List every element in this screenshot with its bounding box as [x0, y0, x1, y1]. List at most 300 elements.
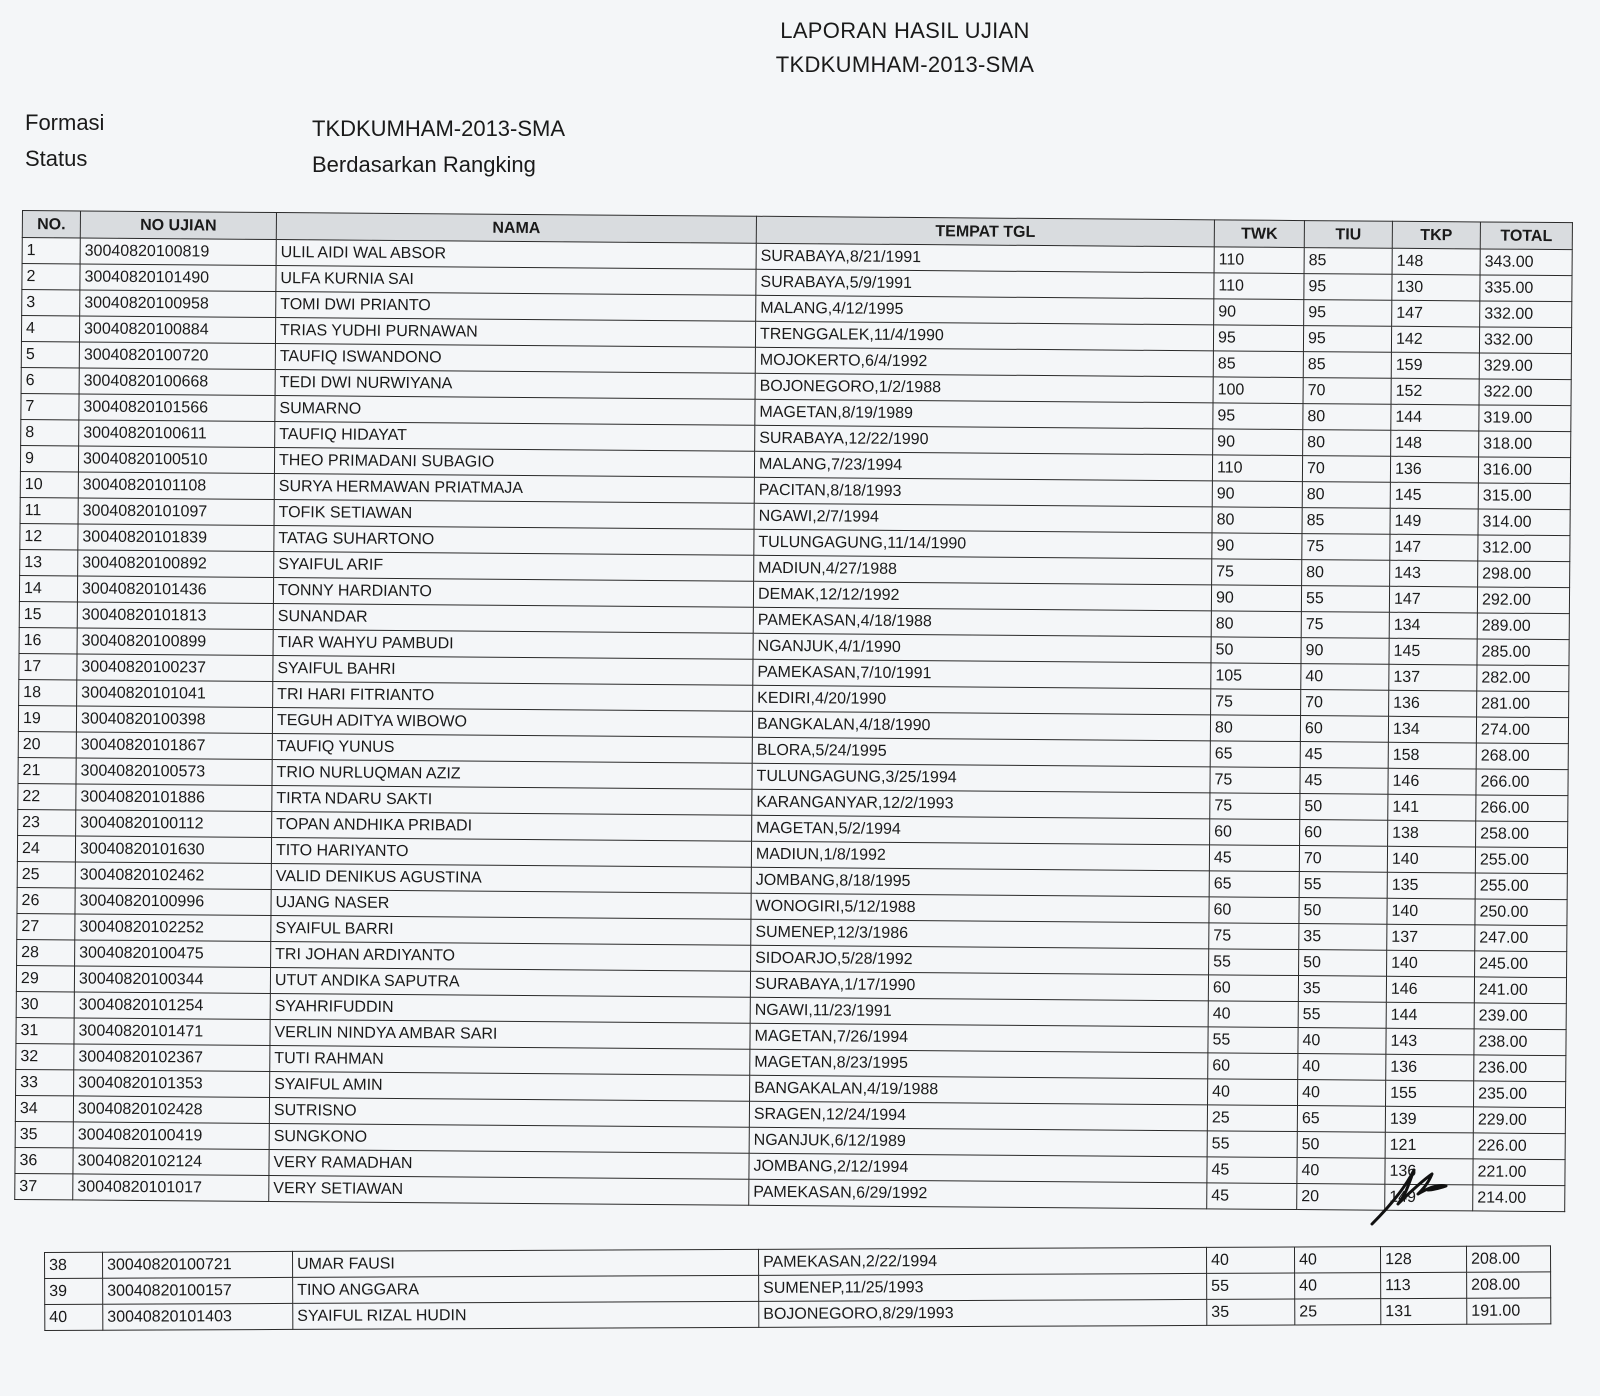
cell-tiu: 55: [1301, 586, 1389, 613]
cell-no: 20: [18, 731, 76, 757]
cell-no-ujian: 30040820102462: [75, 862, 271, 890]
cell-nama: TRIAS YUDHI PURNAWAN: [275, 317, 755, 347]
cell-nama: TINO ANGGARA: [293, 1275, 759, 1303]
cell-no-ujian: 30040820102428: [73, 1096, 269, 1124]
cell-tiu: 70: [1303, 378, 1391, 405]
cell-total: 214.00: [1473, 1185, 1565, 1212]
results-table: [14, 210, 1573, 1212]
cell-no-ujian: 30040820100819: [80, 238, 276, 266]
cell-no-ujian: 30040820100899: [77, 628, 273, 656]
cell-nama: SYAIFUL AMIN: [270, 1071, 750, 1101]
cell-tiu: 40: [1298, 1028, 1386, 1055]
cell-twk: 80: [1212, 507, 1302, 534]
cell-tkp: 142: [1391, 326, 1479, 353]
cell-tiu: 40: [1301, 664, 1389, 691]
cell-total: 312.00: [1478, 535, 1570, 562]
cell-nama: SYAHRIFUDDIN: [270, 993, 750, 1023]
cell-tiu: 70: [1302, 456, 1390, 483]
cell-twk: 40: [1208, 1079, 1298, 1106]
cell-nama: SURYA HERMAWAN PRIATMAJA: [274, 473, 754, 503]
cell-tempat-tgl: PACITAN,8/18/1993: [754, 477, 1212, 507]
cell-no: 7: [21, 393, 79, 419]
cell-twk: 60: [1210, 819, 1300, 846]
cell-twk: 100: [1213, 377, 1303, 404]
cell-nama: TOMI DWI PRIANTO: [276, 291, 756, 321]
cell-tkp: 140: [1387, 898, 1475, 925]
cell-twk: 90: [1211, 585, 1301, 612]
cell-nama: TUTI RAHMAN: [270, 1045, 750, 1075]
cell-no: 38: [45, 1252, 103, 1278]
cell-total: 255.00: [1475, 873, 1567, 900]
cell-twk: 55: [1207, 1131, 1297, 1158]
cell-tiu: 70: [1301, 690, 1389, 717]
cell-tiu: 35: [1298, 976, 1386, 1003]
cell-tkp: 121: [1385, 1132, 1473, 1159]
cell-tempat-tgl: SURABAYA,5/9/1991: [756, 269, 1214, 299]
cell-no-ujian: 30040820102252: [75, 914, 271, 942]
cell-total: 316.00: [1478, 457, 1570, 484]
cell-tkp: 158: [1388, 742, 1476, 769]
cell-no-ujian: 30040820101017: [73, 1174, 269, 1202]
cell-no: 13: [20, 549, 78, 575]
cell-no-ujian: 30040820101867: [76, 732, 272, 760]
cell-no: 40: [45, 1304, 103, 1330]
cell-no-ujian: 30040820100237: [77, 654, 273, 682]
cell-twk: 85: [1213, 351, 1303, 378]
cell-total: 318.00: [1479, 431, 1571, 458]
cell-tempat-tgl: NGANJUK,4/1/1990: [753, 633, 1211, 663]
cell-tempat-tgl: MAGETAN,8/19/1989: [755, 399, 1213, 429]
cell-tiu: 75: [1301, 612, 1389, 639]
cell-total: 266.00: [1476, 795, 1568, 822]
cell-total: 238.00: [1474, 1029, 1566, 1056]
cell-no-ujian: 30040820100398: [76, 706, 272, 734]
cell-tkp: 155: [1386, 1080, 1474, 1107]
cell-no: 14: [19, 575, 77, 601]
cell-no-ujian: 30040820101471: [74, 1018, 270, 1046]
cell-twk: 25: [1207, 1105, 1297, 1132]
cell-twk: 60: [1209, 897, 1299, 924]
cell-tkp: 136: [1386, 1054, 1474, 1081]
cell-nama: SUTRISNO: [269, 1097, 749, 1127]
cell-total: 335.00: [1480, 275, 1572, 302]
cell-tiu: 50: [1300, 794, 1388, 821]
cell-nama: VERY SETIAWAN: [269, 1175, 749, 1205]
cell-tiu: 95: [1303, 326, 1391, 353]
cell-no: 9: [20, 445, 78, 471]
cell-no-ujian: 30040820102367: [74, 1044, 270, 1072]
cell-tkp: 137: [1389, 664, 1477, 691]
table-body: [15, 238, 1573, 1212]
cell-total: 250.00: [1475, 899, 1567, 926]
cell-twk: 95: [1213, 403, 1303, 430]
cell-tempat-tgl: MALANG,7/23/1994: [754, 451, 1212, 481]
cell-no: 31: [16, 1017, 74, 1043]
cell-nama: SUNGKONO: [269, 1123, 749, 1153]
cell-nama: SYAIFUL ARIF: [274, 551, 754, 581]
cell-total: 208.00: [1467, 1272, 1551, 1298]
cell-tiu: 35: [1299, 924, 1387, 951]
cell-tempat-tgl: DEMAK,12/12/1992: [753, 581, 1211, 611]
cell-total: 245.00: [1475, 951, 1567, 978]
cell-tempat-tgl: BANGAKALAN,4/19/1988: [750, 1075, 1208, 1105]
cell-nama: SUNANDAR: [273, 603, 753, 633]
cell-tiu: 60: [1300, 820, 1388, 847]
report-title: LAPORAN HASIL UJIAN: [780, 18, 1030, 43]
cell-no-ujian: 30040820101403: [103, 1303, 293, 1330]
cell-no-ujian: 30040820101254: [74, 992, 270, 1020]
cell-no: 21: [18, 757, 76, 783]
cell-tkp: 113: [1381, 1272, 1467, 1298]
cell-tiu: 80: [1302, 560, 1390, 587]
cell-nama: VALID DENIKUS AGUSTINA: [271, 863, 751, 893]
cell-nama: TIRTA NDARU SAKTI: [272, 785, 752, 815]
cell-no-ujian: 30040820101839: [78, 524, 274, 552]
cell-no: 28: [17, 939, 75, 965]
cell-tempat-tgl: NGAWI,11/23/1991: [750, 997, 1208, 1027]
cell-tiu: 40: [1297, 1158, 1385, 1185]
cell-tempat-tgl: SURABAYA,12/22/1990: [755, 425, 1213, 455]
cell-twk: 55: [1209, 949, 1299, 976]
cell-no-ujian: 30040820100720: [79, 342, 275, 370]
cell-no-ujian: 30040820101353: [74, 1070, 270, 1098]
cell-nama: ULFA KURNIA SAI: [276, 265, 756, 295]
cell-nama: TATAG SUHARTONO: [274, 525, 754, 555]
cell-no: 16: [19, 627, 77, 653]
cell-nama: TAUFIQ ISWANDONO: [275, 343, 755, 373]
cell-tempat-tgl: KARANGANYAR,12/2/1993: [752, 789, 1210, 819]
cell-nama: TAUFIQ YUNUS: [272, 733, 752, 763]
cell-tkp: 144: [1386, 1002, 1474, 1029]
cell-no: 4: [21, 316, 79, 342]
cell-tempat-tgl: TRENGGALEK,11/4/1990: [755, 321, 1213, 351]
cell-tempat-tgl: SIDOARJO,5/28/1992: [751, 945, 1209, 975]
cell-no: 29: [16, 965, 74, 991]
cell-tkp: 145: [1390, 482, 1478, 509]
cell-tempat-tgl: MOJOKERTO,6/4/1992: [755, 347, 1213, 377]
cell-twk: 90: [1212, 481, 1302, 508]
cell-tempat-tgl: SURABAYA,8/21/1991: [756, 243, 1214, 273]
cell-tempat-tgl: NGANJUK,6/12/1989: [749, 1127, 1207, 1157]
cell-total: 319.00: [1479, 405, 1571, 432]
cell-no: 5: [21, 341, 79, 367]
cell-tempat-tgl: SRAGEN,12/24/1994: [749, 1101, 1207, 1131]
report-subtitle: TKDKUMHAM-2013-SMA: [775, 52, 1035, 77]
cell-no: 27: [17, 913, 75, 939]
cell-no-ujian: 30040820100958: [80, 290, 276, 318]
cell-no-ujian: 30040820101490: [80, 264, 276, 292]
cell-tkp: 137: [1387, 924, 1475, 951]
cell-no-ujian: 30040820100419: [73, 1122, 269, 1150]
cell-total: 255.00: [1475, 847, 1567, 874]
cell-nama: VERY RAMADHAN: [269, 1149, 749, 1179]
cell-nama: SYAIFUL BAHRI: [273, 655, 753, 685]
cell-twk: 45: [1209, 845, 1299, 872]
cell-no-ujian: 30040820101108: [78, 472, 274, 500]
cell-nama: TIAR WAHYU PAMBUDI: [273, 629, 753, 659]
header-nama: NAMA: [276, 212, 756, 243]
cell-tkp: 145: [1389, 638, 1477, 665]
cell-tempat-tgl: KEDIRI,4/20/1990: [753, 685, 1211, 715]
cell-tiu: 95: [1304, 300, 1392, 327]
cell-no: 25: [17, 861, 75, 887]
cell-tiu: 40: [1298, 1054, 1386, 1081]
cell-total: 332.00: [1480, 301, 1572, 328]
cell-twk: 90: [1214, 299, 1304, 326]
cell-tkp: 140: [1387, 846, 1475, 873]
cell-tkp: 147: [1392, 300, 1480, 327]
cell-tempat-tgl: PAMEKASAN,2/22/1994: [758, 1247, 1206, 1275]
cell-nama: TRI HARI FITRIANTO: [273, 681, 753, 711]
cell-twk: 80: [1210, 715, 1300, 742]
cell-twk: 90: [1213, 429, 1303, 456]
cell-no: 18: [19, 679, 77, 705]
cell-tiu: 55: [1299, 872, 1387, 899]
cell-no-ujian: 30040820100475: [75, 940, 271, 968]
cell-tkp: 134: [1388, 716, 1476, 743]
cell-tiu: 85: [1303, 352, 1391, 379]
cell-nama: THEO PRIMADANI SUBAGIO: [274, 447, 754, 477]
cell-twk: 110: [1214, 273, 1304, 300]
cell-no-ujian: 30040820100668: [79, 368, 275, 396]
cell-twk: 40: [1206, 1247, 1294, 1273]
cell-tiu: 50: [1299, 950, 1387, 977]
cell-total: 332.00: [1479, 327, 1571, 354]
cell-twk: 95: [1213, 325, 1303, 352]
cell-total: 268.00: [1476, 743, 1568, 770]
cell-tempat-tgl: PAMEKASAN,6/29/1992: [749, 1179, 1207, 1209]
formasi-value: TKDKUMHAM-2013-SMA: [312, 116, 566, 141]
results-table-continued: [44, 1245, 1551, 1331]
cell-tempat-tgl: JOMBANG,2/12/1994: [749, 1153, 1207, 1183]
cell-total: 322.00: [1479, 379, 1571, 406]
cell-twk: 45: [1207, 1157, 1297, 1184]
cell-tiu: 85: [1302, 508, 1390, 535]
cell-no: 23: [18, 809, 76, 835]
cell-total: 298.00: [1478, 561, 1570, 588]
cell-tkp: 141: [1388, 794, 1476, 821]
cell-nama: VERLIN NINDYA AMBAR SARI: [270, 1019, 750, 1049]
header-no-ujian: NO UJIAN: [80, 211, 276, 240]
status-value: Berdasarkan Rangking: [312, 152, 536, 177]
cell-no: 35: [15, 1121, 73, 1147]
cell-no: 17: [19, 653, 77, 679]
cell-no: 36: [15, 1147, 73, 1173]
cell-tkp: 131: [1381, 1298, 1467, 1324]
cell-tiu: 20: [1297, 1184, 1385, 1211]
cell-tiu: 80: [1303, 404, 1391, 431]
cell-tempat-tgl: MALANG,4/12/1995: [756, 295, 1214, 325]
cell-no-ujian: 30040820101813: [77, 602, 273, 630]
cell-tempat-tgl: TULUNGAGUNG,11/14/1990: [754, 529, 1212, 559]
cell-tempat-tgl: BANGKALAN,4/18/1990: [752, 711, 1210, 741]
cell-no: 32: [16, 1043, 74, 1069]
cell-tiu: 60: [1300, 716, 1388, 743]
cell-no-ujian: 30040820101630: [75, 836, 271, 864]
cell-twk: 45: [1207, 1183, 1297, 1210]
cell-nama: UJANG NASER: [271, 889, 751, 919]
cell-total: 258.00: [1476, 821, 1568, 848]
cell-tiu: 55: [1298, 1002, 1386, 1029]
cell-no: 26: [17, 887, 75, 913]
cell-tiu: 40: [1298, 1080, 1386, 1107]
cell-tempat-tgl: MADIUN,4/27/1988: [754, 555, 1212, 585]
cell-no: 1: [22, 238, 80, 264]
cell-no: 30: [16, 991, 74, 1017]
cell-no-ujian: 30040820101886: [76, 784, 272, 812]
cell-tkp: 144: [1391, 404, 1479, 431]
cell-no: 39: [45, 1278, 103, 1304]
cell-twk: 55: [1207, 1273, 1295, 1299]
cell-twk: 50: [1211, 637, 1301, 664]
cell-tempat-tgl: PAMEKASAN,4/18/1988: [753, 607, 1211, 637]
cell-tiu: 50: [1297, 1132, 1385, 1159]
cell-no: 10: [20, 471, 78, 497]
cell-tiu: 70: [1299, 846, 1387, 873]
cell-nama: TOFIK SETIAWAN: [274, 499, 754, 529]
cell-tiu: 25: [1295, 1299, 1381, 1325]
cell-total: 315.00: [1478, 483, 1570, 510]
cell-tempat-tgl: SUMENEP,11/25/1993: [759, 1273, 1207, 1301]
cell-no: 6: [21, 367, 79, 393]
cell-tkp: 146: [1386, 976, 1474, 1003]
cell-tkp: 138: [1388, 820, 1476, 847]
cell-tkp: 136: [1389, 690, 1477, 717]
cell-total: 329.00: [1479, 353, 1571, 380]
cell-twk: 60: [1208, 975, 1298, 1002]
formasi-label: Formasi: [25, 110, 105, 135]
cell-twk: 110: [1214, 247, 1304, 274]
cell-tkp: 136: [1385, 1158, 1473, 1185]
cell-tkp: 152: [1391, 378, 1479, 405]
cell-twk: 35: [1207, 1299, 1295, 1325]
cell-total: 266.00: [1476, 769, 1568, 796]
cell-twk: 90: [1212, 533, 1302, 560]
cell-no-ujian: 30040820100721: [103, 1251, 293, 1278]
cell-tkp: 147: [1390, 534, 1478, 561]
cell-total: 343.00: [1480, 249, 1572, 276]
cell-tempat-tgl: SURABAYA,1/17/1990: [750, 971, 1208, 1001]
cell-no: 15: [19, 601, 77, 627]
cell-no: 34: [15, 1095, 73, 1121]
cell-no: 19: [18, 705, 76, 731]
cell-no: 12: [20, 523, 78, 549]
cell-total: 281.00: [1477, 691, 1569, 718]
cell-tkp: 143: [1386, 1028, 1474, 1055]
cell-twk: 80: [1211, 611, 1301, 638]
cell-twk: 55: [1208, 1027, 1298, 1054]
cell-twk: 105: [1211, 663, 1301, 690]
cell-twk: 75: [1209, 923, 1299, 950]
cell-total: 208.00: [1466, 1246, 1550, 1272]
header-twk: TWK: [1214, 220, 1304, 248]
cell-tkp: 146: [1388, 768, 1476, 795]
cell-no-ujian: 30040820100611: [79, 420, 275, 448]
cell-tkp: 139: [1385, 1106, 1473, 1133]
cell-total: 239.00: [1474, 1003, 1566, 1030]
cell-twk: 75: [1211, 689, 1301, 716]
cell-tkp: 148: [1392, 248, 1480, 275]
cell-nama: TEDI DWI NURWIYANA: [275, 369, 755, 399]
cell-nama: SUMARNO: [275, 395, 755, 425]
cell-no-ujian: 30040820101041: [77, 680, 273, 708]
cell-no-ujian: 30040820102124: [73, 1148, 269, 1176]
cell-tempat-tgl: WONOGIRI,5/12/1988: [751, 893, 1209, 923]
cell-nama: TOPAN ANDHIKA PRIBADI: [272, 811, 752, 841]
header-total: TOTAL: [1480, 222, 1572, 250]
cell-no: 33: [16, 1069, 74, 1095]
cell-tiu: 45: [1300, 768, 1388, 795]
cell-no: 2: [22, 264, 80, 290]
cell-no-ujian: 30040820100996: [75, 888, 271, 916]
cell-no: 8: [21, 419, 79, 445]
cell-twk: 40: [1208, 1001, 1298, 1028]
header-tempat-tgl: TEMPAT TGL: [756, 216, 1214, 247]
cell-total: 282.00: [1477, 665, 1569, 692]
cell-total: 247.00: [1475, 925, 1567, 952]
cell-nama: SYAIFUL BARRI: [271, 915, 751, 945]
cell-tiu: 65: [1297, 1106, 1385, 1133]
cell-tkp: 134: [1389, 612, 1477, 639]
cell-tiu: 85: [1304, 248, 1392, 275]
cell-total: 314.00: [1478, 509, 1570, 536]
cell-tkp: 149: [1385, 1184, 1473, 1211]
cell-tkp: 136: [1390, 456, 1478, 483]
cell-no-ujian: 30040820100573: [76, 758, 272, 786]
cell-tempat-tgl: TULUNGAGUNG,3/25/1994: [752, 763, 1210, 793]
cell-nama: TAUFIQ HIDAYAT: [275, 421, 755, 451]
cell-nama: TONNY HARDIANTO: [273, 577, 753, 607]
cell-no-ujian: 30040820100884: [79, 316, 275, 344]
cell-nama: TRI JOHAN ARDIYANTO: [271, 941, 751, 971]
cell-twk: 75: [1210, 767, 1300, 794]
cell-total: 229.00: [1473, 1107, 1565, 1134]
cell-twk: 75: [1210, 793, 1300, 820]
cell-tkp: 149: [1390, 508, 1478, 535]
cell-no-ujian: 30040820101566: [79, 394, 275, 422]
cell-tempat-tgl: MAGETAN,8/23/1995: [750, 1049, 1208, 1079]
table-row: [45, 1298, 1551, 1331]
cell-nama: UMAR FAUSI: [292, 1249, 758, 1277]
cell-twk: 110: [1212, 455, 1302, 482]
cell-tempat-tgl: BLORA,5/24/1995: [752, 737, 1210, 767]
cell-tiu: 95: [1304, 274, 1392, 301]
table-body-continued: [45, 1246, 1551, 1331]
cell-total: 289.00: [1477, 613, 1569, 640]
cell-no: 3: [22, 290, 80, 316]
cell-tkp: 135: [1387, 872, 1475, 899]
cell-total: 236.00: [1474, 1055, 1566, 1082]
cell-tkp: 140: [1387, 950, 1475, 977]
cell-nama: ULIL AIDI WAL ABSOR: [276, 239, 756, 269]
cell-nama: TRIO NURLUQMAN AZIZ: [272, 759, 752, 789]
cell-tkp: 130: [1392, 274, 1480, 301]
cell-twk: 60: [1208, 1053, 1298, 1080]
cell-tiu: 90: [1301, 638, 1389, 665]
cell-no-ujian: 30040820100344: [74, 966, 270, 994]
cell-no-ujian: 30040820101436: [77, 576, 273, 604]
cell-tkp: 143: [1390, 560, 1478, 587]
cell-tiu: 80: [1303, 430, 1391, 457]
header-tiu: TIU: [1304, 221, 1392, 249]
cell-nama: TITO HARIYANTO: [271, 837, 751, 867]
cell-total: 285.00: [1477, 639, 1569, 666]
status-label: Status: [25, 146, 88, 171]
cell-tkp: 147: [1389, 586, 1477, 613]
cell-twk: 65: [1209, 871, 1299, 898]
cell-nama: SYAIFUL RIZAL HUDIN: [293, 1301, 759, 1329]
cell-no-ujian: 30040820100892: [78, 550, 274, 578]
